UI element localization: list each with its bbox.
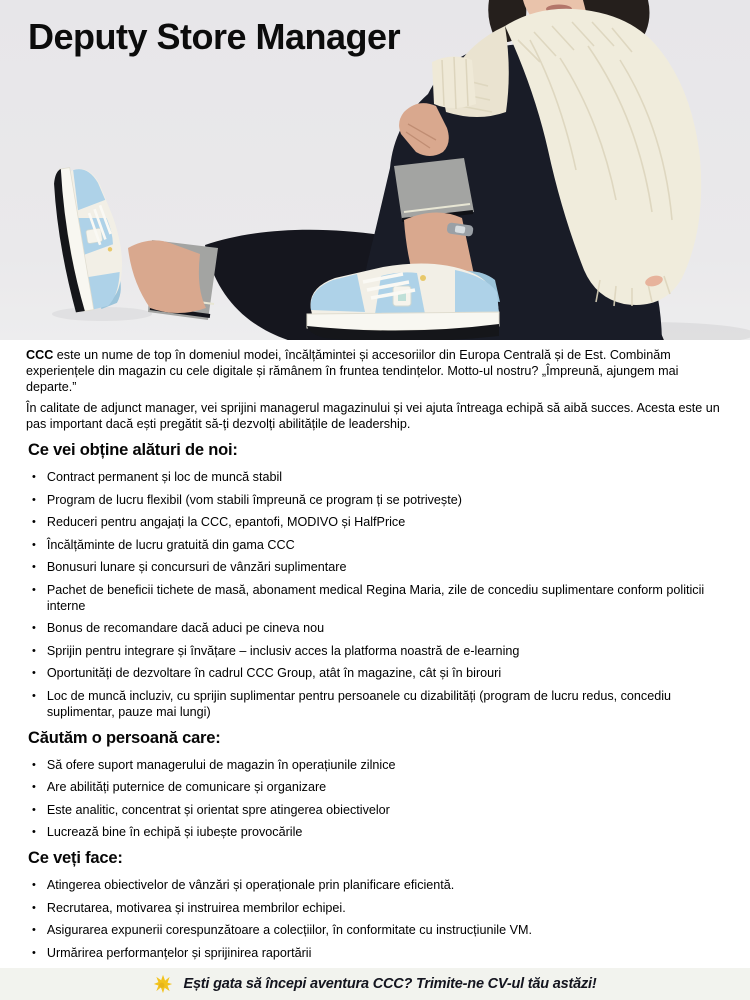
list-item-text: Sprijin pentru integrare și învățare – inclusiv acces la platforma noastră de e-learning — [46, 643, 520, 658]
list-item — [32, 922, 724, 938]
list-item — [32, 537, 724, 553]
content — [0, 340, 750, 968]
intro-paragraph-1 — [26, 347, 724, 395]
bullet-marker: • — [32, 667, 36, 679]
list-item — [32, 945, 724, 961]
list-item — [32, 514, 724, 530]
bullet-marker: • — [32, 516, 36, 528]
section-list — [26, 469, 724, 720]
bullet-marker: • — [32, 689, 36, 702]
list-item-text: Bonusuri lunare și concursuri de vânzări suplimentare — [46, 560, 347, 574]
page-title: Deputy Store Manager — [28, 16, 401, 57]
job-section — [26, 849, 724, 961]
list-item-text: Program de lucru flexibil (vom stabili împreună ce program ți se potrivește) — [46, 492, 462, 507]
bullet-marker: • — [32, 924, 36, 936]
section-heading: Ce vei obține alături de noi: — [28, 441, 238, 459]
cta-text: Ești gata să începi aventura CCC? Trimite-ne CV-ul tău astăzi! — [183, 976, 597, 992]
shadow — [52, 307, 152, 321]
bullet-marker: • — [32, 758, 36, 771]
list-item — [32, 665, 724, 681]
section-list — [26, 877, 724, 961]
section-heading: Ce veți face: — [28, 849, 123, 867]
list-item — [32, 582, 724, 614]
list-item-text: Urmărirea performanțelor și sprijinirea raportării — [46, 945, 312, 960]
list-item-text: Pachet de beneficii tichete de masă, abonament medical Regina Maria, zile de concediu suplimentare conform politicii interne — [46, 582, 705, 613]
sun-star-icon — [153, 974, 173, 994]
list-item-text: Să ofere suport managerului de magazin în operațiunile zilnice — [46, 757, 396, 772]
bullet-marker: • — [32, 781, 36, 793]
bullet-marker: • — [32, 803, 36, 816]
list-item — [32, 824, 724, 840]
bullet-marker: • — [32, 879, 36, 891]
bullet-marker: • — [32, 826, 36, 838]
list-item — [32, 757, 724, 773]
bullet-marker: • — [32, 583, 36, 596]
job-section — [26, 441, 724, 720]
list-item-text: Reduceri pentru angajați la CCC, epantofi, MODIVO și HalfPrice — [46, 515, 406, 529]
bullet-marker: • — [32, 493, 36, 506]
list-item-text: Loc de muncă incluziv, cu sprijin suplimentar pentru persoanele cu dizabilități (program de lucru redus, concediu suplimentar, pauze mai lungi) — [46, 688, 672, 719]
section-heading: Căutăm o persoană care: — [28, 728, 221, 747]
sections — [26, 441, 724, 961]
bullet-marker: • — [32, 946, 36, 959]
bullet-marker: • — [32, 901, 36, 914]
list-item-text: Bonus de recomandare dacă aduci pe cineva nou — [46, 621, 325, 635]
section-list — [26, 757, 724, 841]
brand-name: CCC — [26, 348, 54, 362]
sleeve-cuff — [432, 56, 476, 109]
list-item-text: Lucrează bine în echipă și iubește provocările — [46, 825, 303, 839]
list-item-text: Recrutarea, motivarea și instruirea membrilor echipei. — [46, 900, 346, 915]
job-section — [26, 729, 724, 841]
bullet-marker: • — [32, 538, 36, 551]
list-item — [32, 620, 724, 636]
bullet-marker: • — [32, 561, 36, 573]
list-item-text: Contract permanent și loc de muncă stabil — [46, 470, 283, 484]
list-item — [32, 877, 724, 893]
cta-banner — [0, 968, 750, 1000]
list-item — [32, 900, 724, 916]
list-item — [32, 802, 724, 818]
list-item — [32, 559, 724, 575]
list-item-text: Are abilități puternice de comunicare și organizare — [46, 780, 327, 794]
list-item — [32, 688, 724, 720]
intro-paragraph-1-text: este un nume de top în domeniul modei, încălțămintei și accesoriilor din Europa Centrală și de Est. Combinăm experiențele din magazin cu cele digitale și rămânem în fruntea tendințelor. Motto-ul nostru? „Împreună, ajungem mai departe.” — [26, 348, 679, 394]
trouser-cuff — [394, 158, 474, 220]
bullet-marker: • — [32, 471, 36, 483]
list-item — [32, 643, 724, 659]
list-item-text: Este analitic, concentrat și orientat spre atingerea obiectivelor — [46, 802, 390, 817]
list-item-text: Asigurarea expunerii corespunzătoare a colecțiilor, în conformitate cu instrucțiunile VM. — [46, 923, 532, 937]
list-item — [32, 469, 724, 485]
intro-paragraph-2: În calitate de adjunct manager, vei sprijini managerul magazinului și vei ajuta întreaga echipă să aibă succes. Acesta este un pas important dacă ești pregătit să-ți dezvolți abilitățile de leadership. — [26, 401, 720, 431]
list-item-text: Oportunități de dezvoltare în cadrul CCC Group, atât în magazine, cât și în birouri — [46, 666, 502, 680]
list-item-text: Încălțăminte de lucru gratuită din gama CCC — [46, 537, 295, 552]
hero-section — [0, 0, 750, 340]
list-item-text: Atingerea obiectivelor de vânzări și operaționale prin planificare eficientă. — [46, 878, 455, 892]
bullet-marker: • — [32, 644, 36, 657]
list-item — [32, 779, 724, 795]
bullet-marker: • — [32, 622, 36, 634]
list-item — [32, 492, 724, 508]
